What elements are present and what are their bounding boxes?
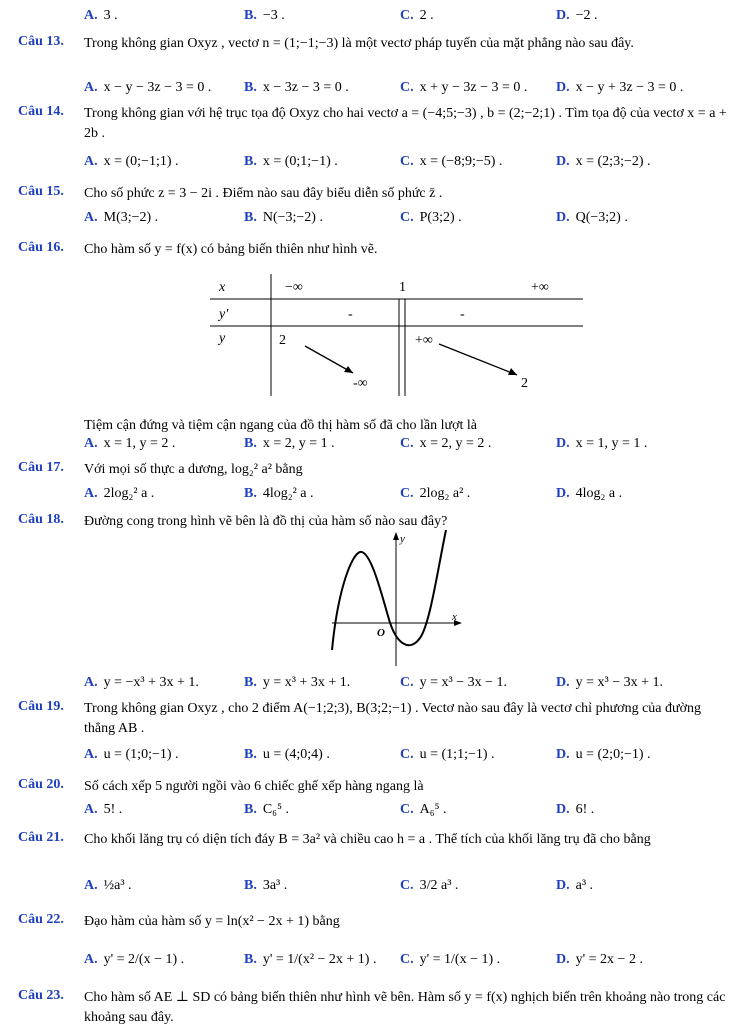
arrow-down-2 [439,344,517,375]
variation-table [205,272,590,400]
option-b[interactable]: B. u = (4;0;4) . [244,747,330,762]
question-text: Trong không gian Oxyz , cho 2 điểm A(−1;2;3), B(3;2;−1) . Vectơ nào sau đây là vectơ chỉ phương của đường thẳng AB . [84,701,701,736]
arrow-down-1 [305,346,353,373]
option-b[interactable]: B. −3 . [244,8,285,23]
option-a[interactable]: A. u = (1;0;−1) . [84,747,179,762]
table-x-neg-inf: −∞ [285,280,303,295]
table-sign-1: - [348,307,353,322]
option-c[interactable]: C. y = x³ − 3x − 1. [400,675,508,690]
option-c[interactable]: C. 3/2 a³ . [400,878,459,893]
option-d[interactable]: D. 4log₂ a . [556,486,623,501]
question-number: Câu 18. [18,512,64,527]
option-b[interactable]: B. y' = 1/(x² − 2x + 1) . [244,952,377,967]
y-axis-arrow [393,532,399,540]
option-b[interactable]: B. N(−3;−2) . [244,210,323,225]
option-a[interactable]: A. 3 . [84,8,118,23]
question-number: Câu 14. [18,104,64,119]
options-row [84,800,734,820]
options-row [84,950,734,970]
option-c[interactable]: C. A₆⁵ . [400,802,447,817]
options-row [84,152,734,172]
option-d[interactable]: D. a³ . [556,878,594,893]
option-a[interactable]: A. M(3;−2) . [84,210,159,225]
table-sign-2: - [460,307,465,322]
option-d[interactable]: D. y = x³ − 3x + 1. [556,675,664,690]
option-c[interactable]: C. x + y − 3z − 3 = 0 . [400,80,528,95]
arrowhead-1 [344,366,353,373]
question-22 [18,912,734,932]
options-row [84,78,734,98]
table-y-label: y [219,331,226,346]
option-d[interactable]: D. u = (2;0;−1) . [556,747,651,762]
x-axis-label: x [452,611,457,623]
option-c[interactable]: C. P(3;2) . [400,210,462,225]
options-row [84,484,734,504]
question-text: Cho số phức z = 3 − 2i . Điểm nào sau đây biểu diễn số phức z̄ . [84,186,443,201]
origin-label: O [377,627,385,639]
question-text: Với mọi số thực a dương, log₂² a² bằng [84,462,303,477]
table-y-neg-inf: -∞ [353,376,368,391]
question-number: Câu 21. [18,830,64,845]
question-16 [18,240,734,260]
option-b[interactable]: B. C₆⁵ . [244,802,289,817]
option-d[interactable]: D. x = (2;3;−2) . [556,154,651,169]
table-y-pos-inf: +∞ [415,333,433,348]
option-b[interactable]: B. x − 3z − 3 = 0 . [244,80,349,95]
options-row [84,673,734,693]
option-d[interactable]: D. 6! . [556,802,595,817]
question-number: Câu 13. [18,34,64,49]
option-d[interactable]: D. −2 . [556,8,598,23]
option-a[interactable]: A. y = −x³ + 3x + 1. [84,675,199,690]
option-c[interactable]: C. 2log₂ a² . [400,486,471,501]
option-b[interactable]: B. 3a³ . [244,878,288,893]
question-text: Đường cong trong hình vẽ bên là đồ thị của hàm số nào sau đây? [84,514,448,529]
question-16-part2 [18,416,734,436]
options-row [84,434,734,454]
question-number: Câu 23. [18,988,64,1003]
option-d[interactable]: D. Q(−3;2) . [556,210,628,225]
option-d[interactable]: D. y' = 2x − 2 . [556,952,643,967]
table-y-start: 2 [279,333,286,348]
option-b[interactable]: B. 4log₂² a . [244,486,314,501]
option-d[interactable]: D. x = 1, y = 1 . [556,436,648,451]
option-b[interactable]: B. y = x³ + 3x + 1. [244,675,351,690]
option-c[interactable]: C. u = (1;1;−1) . [400,747,495,762]
option-c[interactable]: C. y' = 1/(x − 1) . [400,952,501,967]
option-b[interactable]: B. x = 2, y = 1 . [244,436,335,451]
question-text: Trong không gian với hệ trục tọa độ Oxyz cho hai vectơ a = (−4;5;−3) , b = (2;−2;1) . Tìm tọa độ của vectơ x = a + 2b . [84,106,727,141]
question-14 [18,104,734,144]
question-21 [18,830,734,850]
question-text: Trong không gian Oxyz , vectơ n = (1;−1;−3) là một vectơ pháp tuyến của mặt phẳng nào sau đây. [84,36,634,51]
function-graph [328,528,468,668]
question-15 [18,184,734,204]
question-text: Cho khối lăng trụ có diện tích đáy B = 3a² và chiều cao h = a . Thể tích của khối lăng trụ đã cho bằng [84,832,651,847]
question-13 [18,34,734,54]
options-row [84,208,734,228]
option-a[interactable]: A. x − y − 3z − 3 = 0 . [84,80,212,95]
question-19 [18,699,734,739]
question-text: Đạo hàm của hàm số y = ln(x² − 2x + 1) bằng [84,914,340,929]
option-a[interactable]: A. y' = 2/(x − 1) . [84,952,185,967]
question-text: Cho hàm số y = f(x) có bảng biến thiên như hình vẽ. [84,242,378,257]
question-number: Câu 22. [18,912,64,927]
question-number: Câu 15. [18,184,64,199]
question-text: Cho hàm số AE ⊥ SD có bảng biến thiên như hình vẽ bên. Hàm số y = f(x) nghịch biến trên khoảng nào trong các khoảng sau đây. [84,990,726,1025]
question-23 [18,988,734,1028]
question-17 [18,460,734,480]
option-a[interactable]: A. x = (0;−1;1) . [84,154,179,169]
question-number: Câu 17. [18,460,64,475]
option-c[interactable]: C. x = 2, y = 2 . [400,436,492,451]
option-a[interactable]: A. ½a³ . [84,878,132,893]
option-a[interactable]: A. x = 1, y = 2 . [84,436,176,451]
question-number: Câu 20. [18,777,64,792]
options-row [84,876,734,896]
table-x-pos-inf: +∞ [531,280,549,295]
option-d[interactable]: D. x − y + 3z − 3 = 0 . [556,80,684,95]
table-x-label: x [219,280,226,295]
option-c[interactable]: C. 2 . [400,8,434,23]
question-number: Câu 19. [18,699,64,714]
option-c[interactable]: C. x = (−8;9;−5) . [400,154,503,169]
top-options-row [84,6,734,26]
option-a[interactable]: A. 2log₂² a . [84,486,155,501]
question-number: Câu 16. [18,240,64,255]
options-row [84,745,734,765]
table-y-end: 2 [521,376,528,391]
option-b[interactable]: B. x = (0;1;−1) . [244,154,338,169]
table-yp-label: y' [219,307,229,322]
question-text: Số cách xếp 5 người ngồi vào 6 chiếc ghế xếp hàng ngang là [84,779,424,794]
table-x-one: 1 [399,280,406,295]
y-axis-label: y [400,533,405,545]
question-text: Tiệm cận đứng và tiệm cận ngang của đồ thị hàm số đã cho lần lượt là [84,418,477,433]
option-a[interactable]: A. 5! . [84,802,123,817]
question-20 [18,777,734,797]
cubic-curve [332,530,446,650]
